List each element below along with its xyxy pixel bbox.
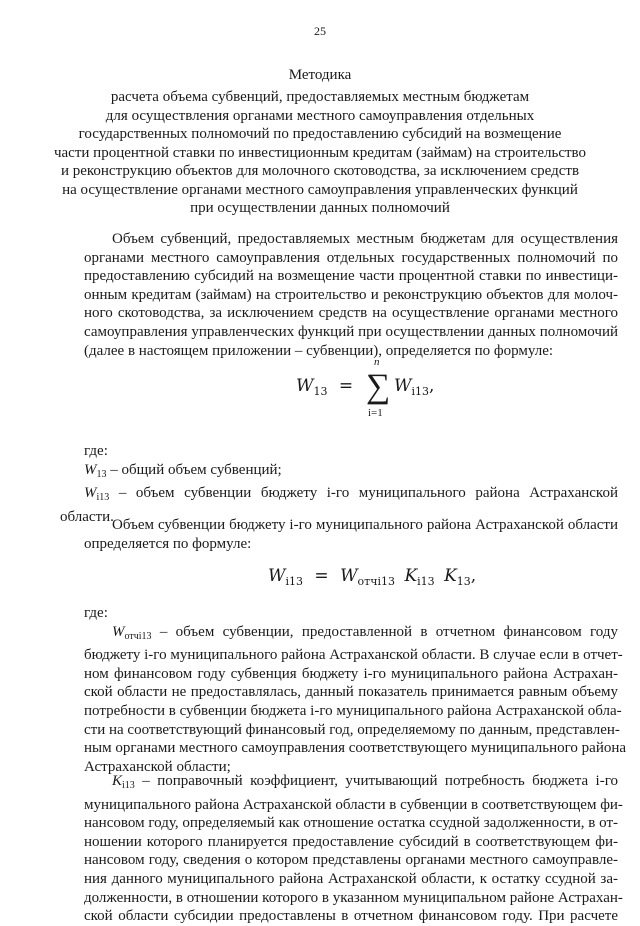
where-label: где:	[84, 443, 108, 459]
formula-subscript: i13	[285, 575, 303, 588]
text-line: нансовом году, определяемый как отношение остатка ссудной задолженности, в от-	[84, 815, 618, 832]
formula-symbol: W	[296, 376, 314, 396]
formula-symbol: K	[404, 566, 418, 586]
text-line: области.	[60, 508, 114, 525]
text-line: онным кредитам (займам) на строительство и реконструкцию объектов для молоч-	[84, 286, 618, 303]
formula-subscript: i13	[411, 385, 429, 398]
definition-wi13: $W_{i13}$ – объем субвенции бюджету i-го муниципального района Астраханской	[84, 485, 618, 504]
text-line: ном финансовом году субвенция бюджету i-го муниципального района Астрахан-	[84, 665, 618, 682]
text-line: Объем субвенции бюджету i-го муниципального района Астраханской области	[112, 517, 618, 533]
methodology-title	[40, 66, 600, 85]
text-line: ской области субсидии предоставлены в отчетном финансовом году. При расчете	[84, 908, 618, 925]
definitions-block-2	[84, 604, 627, 776]
paragraph-formula-intro	[84, 516, 618, 553]
where-label: где:	[84, 605, 108, 621]
formula-equals: =	[314, 566, 329, 586]
formula-summand	[394, 376, 434, 398]
text-line: ния данного муниципального района Астраханской области, к остатку ссудной за-	[84, 870, 618, 887]
text-line: нансовом году, сведения о котором представлены органами местного самоуправле-	[84, 852, 618, 869]
variable-wotch: $W_{отчi13}$	[112, 623, 152, 642]
text-line: сти на соответствующий финансовый год, определяемому по данным, представлен-	[84, 721, 620, 738]
formula-punct: ,	[470, 566, 477, 586]
text-line: предоставлению субсидий на возмещение части процентной ставки по инвестици-	[84, 268, 618, 285]
formula-subscript: 13	[313, 385, 328, 398]
subtitle-line: и реконструкцию объектов для молочного скотоводства, за исключением средств	[60, 163, 580, 179]
sum-upper-limit: n	[374, 356, 380, 368]
text-line: (далее в настоящем приложении – субвенции), определяется по формуле:	[84, 342, 554, 359]
paragraph-intro	[84, 230, 618, 360]
sum-lower-limit: i=1	[368, 407, 383, 419]
formula-subscript: отчi13	[357, 575, 396, 588]
formula-total-subvention	[296, 376, 359, 398]
page-number: 25	[314, 24, 326, 38]
subtitle-line: на осуществление органами местного самоуправления управленческих функций	[62, 181, 578, 198]
text-line: ного скотоводства, за исключением средств на осуществление органами местного	[84, 305, 618, 322]
subtitle-line: расчета объема субвенций, предоставляемых местным бюджетам	[110, 89, 530, 105]
text-line: потребности в субвенции бюджета i-го муниципального района Астраханской обла-	[84, 702, 622, 719]
methodology-subtitle	[40, 88, 600, 218]
text-line: муниципального района Астраханской области в субвенции в соответствующем фи-	[84, 796, 623, 813]
text-line: органами местного самоуправления отдельных государственных полномочий по	[84, 249, 618, 266]
text-line: Астраханской области;	[84, 758, 231, 775]
subtitle-line: части процентной ставки по инвестиционным кредитам (займам) на строительство	[53, 144, 587, 161]
definition-ki13-block	[84, 772, 623, 926]
subtitle-line: для осуществления органами местного самоуправления отдельных	[105, 107, 535, 124]
formula-district-subvention	[268, 566, 476, 588]
formula-symbol: W	[340, 566, 358, 586]
subtitle-line: государственных полномочий по предоставлению субсидий на возмещение	[78, 126, 562, 142]
text-line: определяется по формуле:	[84, 535, 252, 552]
formula-symbol: K	[444, 566, 457, 586]
definition-wotch: $W_{отчi13}$ – объем субвенции, предоставленной в отчетном финансовом году	[112, 623, 618, 642]
formula-symbol: W	[268, 566, 286, 586]
text-line: ской области не предоставлялась, данный показатель принимается равным объему	[84, 684, 618, 701]
formula-punct: ,	[429, 376, 435, 396]
formula-subscript: i13	[417, 575, 435, 588]
definition-w13: $W_{13}$ – общий объем субвенций;	[84, 461, 282, 480]
formula-symbol: W	[394, 376, 412, 396]
definition-ki13: $K_{i13}$ – поправочный коэффициент, учитывающий потребность бюджета i-го	[112, 773, 618, 791]
text-line: долженности, в отношении которого в указанном муниципальном районе Астрахан-	[84, 889, 623, 906]
title-line: Методика	[288, 67, 352, 83]
text-line: бюджету i-го муниципального района Астраханской области. В случае если в отчет-	[84, 647, 623, 664]
text-line: самоуправления управленческих функций при осуществлении данных полномочий	[84, 323, 618, 340]
subtitle-line: при осуществлении данных полномочий	[190, 200, 450, 216]
formula-equals: =	[338, 376, 354, 396]
variable-wi13: $W_{i13}$	[84, 485, 110, 504]
definitions-block-1	[60, 442, 618, 526]
text-line: ным органами местного самоуправления соответствующего муниципального района	[84, 740, 627, 757]
variable-ki13: $K_{i13}$	[112, 773, 135, 791]
formula-subscript: 13	[456, 575, 471, 588]
text-line: ношении которого планируется предоставление субсидий в соответствующем фи-	[84, 833, 618, 850]
variable-w13: $W_{13}$	[84, 461, 107, 480]
text-line: Объем субвенций, предоставляемых местным бюджетам для осуществления	[112, 231, 618, 247]
sum-sign: ∑	[366, 368, 391, 405]
